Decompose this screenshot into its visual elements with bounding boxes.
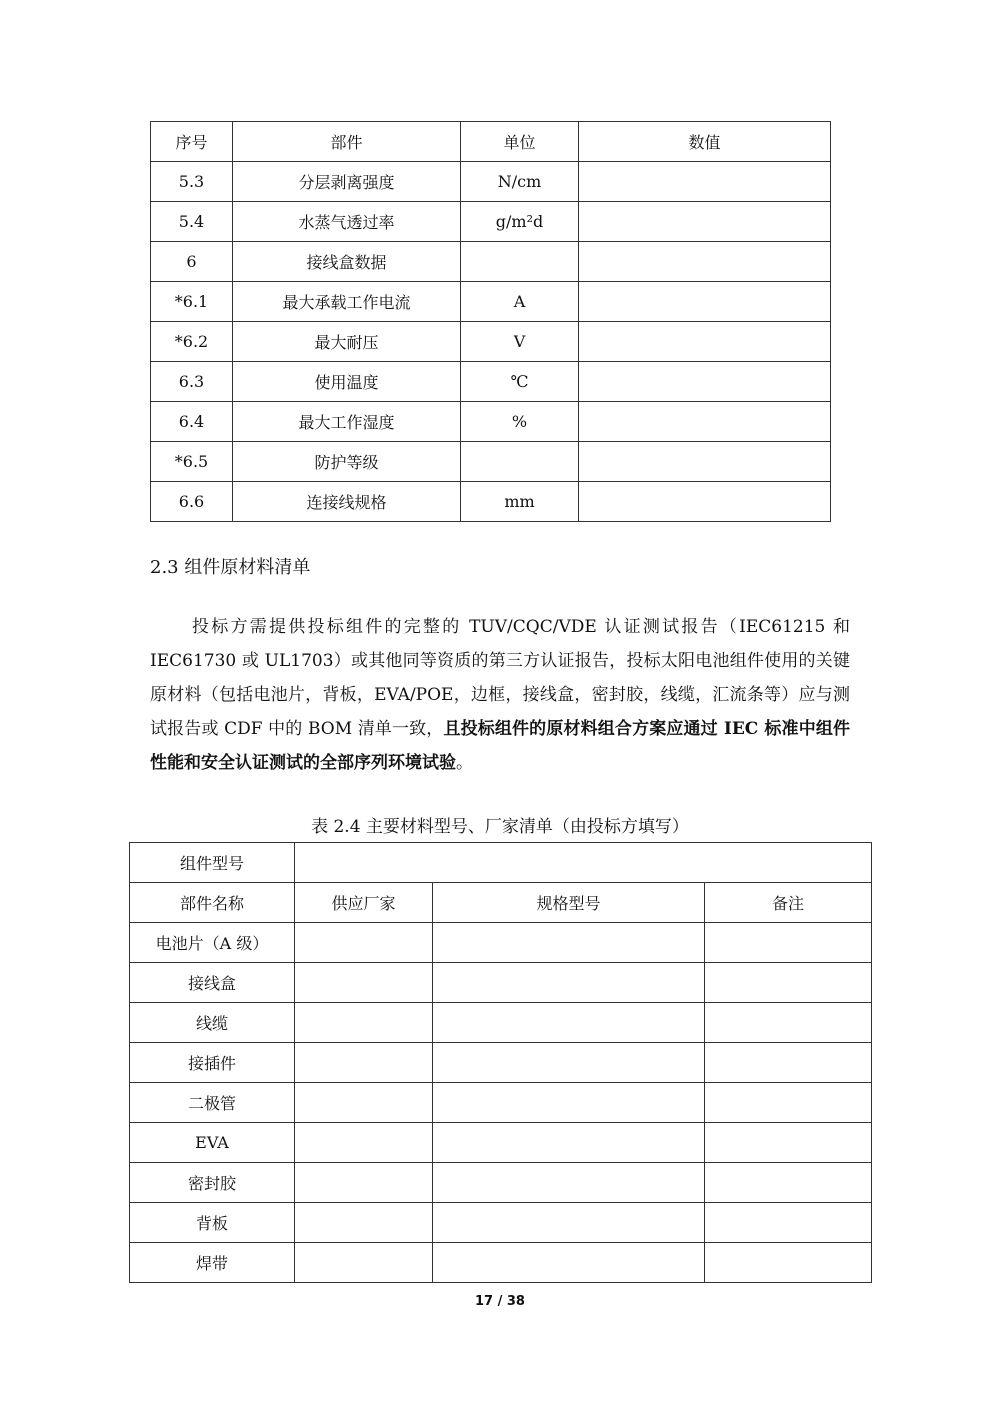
value-cell[interactable] xyxy=(579,322,831,362)
page-number: 17 / 38 xyxy=(475,1294,525,1309)
model-label-cell: 组件型号 xyxy=(130,843,295,883)
value-cell[interactable]: A xyxy=(461,282,579,322)
value-cell[interactable] xyxy=(433,1083,705,1123)
spec-row xyxy=(151,402,831,442)
material-header-cell: 规格型号 xyxy=(433,883,705,923)
spec-row xyxy=(151,442,831,482)
material-row xyxy=(130,1163,872,1203)
spec-table xyxy=(150,121,831,522)
value-cell[interactable] xyxy=(705,1163,872,1203)
spec-header-cell: 部件 xyxy=(233,122,461,162)
spec-row xyxy=(151,242,831,282)
paragraph-text: 投标方需提供投标组件的完整的 TUV/CQC/VDE 认证测试报告（IEC61215 和 IEC61730 或 UL1703）或其他同等资质的第三方认证报告，投标太阳电池组件使用的关键原材料（包括电池片，背板，EVA/POE，边框，接线盒，密封胶，线缆，汇流条等）应与测试报告或 CDF 中的 BOM 清单一致， xyxy=(150,617,850,739)
material-header-cell: 部件名称 xyxy=(130,883,295,923)
row-label-cell: 焊带 xyxy=(130,1243,295,1283)
paragraph-bold-text: 且投标组件的原材料组合方案应通过 IEC 标准中组件性能和安全认证测试的全部序列环境试验 xyxy=(150,719,850,773)
value-cell[interactable] xyxy=(295,1083,433,1123)
row-label-cell: EVA xyxy=(130,1123,295,1163)
spec-row xyxy=(151,282,831,322)
material-row xyxy=(130,1123,872,1163)
model-value-cell[interactable] xyxy=(295,843,872,883)
material-row xyxy=(130,963,872,1003)
value-cell[interactable] xyxy=(295,1003,433,1043)
value-cell[interactable]: 最大承载工作电流 xyxy=(233,282,461,322)
value-cell[interactable] xyxy=(461,242,579,282)
row-label-cell: 6.3 xyxy=(151,362,233,402)
spec-header-row xyxy=(151,122,831,162)
row-label-cell: 接插件 xyxy=(130,1043,295,1083)
value-cell[interactable]: ℃ xyxy=(461,362,579,402)
value-cell[interactable]: % xyxy=(461,402,579,442)
row-label-cell: 背板 xyxy=(130,1203,295,1243)
value-cell[interactable] xyxy=(579,242,831,282)
row-label-cell: 电池片（A 级） xyxy=(130,923,295,963)
row-label-cell: *6.5 xyxy=(151,442,233,482)
value-cell[interactable]: V xyxy=(461,322,579,362)
row-label-cell: 5.3 xyxy=(151,162,233,202)
value-cell[interactable] xyxy=(705,963,872,1003)
value-cell[interactable] xyxy=(433,1203,705,1243)
value-cell[interactable] xyxy=(295,1243,433,1283)
spec-row xyxy=(151,162,831,202)
row-label-cell: 6.6 xyxy=(151,482,233,522)
material-row xyxy=(130,1083,872,1123)
value-cell[interactable] xyxy=(705,1043,872,1083)
material-row xyxy=(130,1003,872,1043)
row-label-cell: 6 xyxy=(151,242,233,282)
value-cell[interactable] xyxy=(433,1123,705,1163)
value-cell[interactable]: 连接线规格 xyxy=(233,482,461,522)
value-cell[interactable] xyxy=(705,1083,872,1123)
row-label-cell: 接线盒 xyxy=(130,963,295,1003)
value-cell[interactable]: N/cm xyxy=(461,162,579,202)
row-label-cell: 二极管 xyxy=(130,1083,295,1123)
section-paragraph xyxy=(150,610,850,780)
material-header-cell: 供应厂家 xyxy=(295,883,433,923)
value-cell[interactable] xyxy=(705,1123,872,1163)
value-cell[interactable] xyxy=(579,442,831,482)
row-label-cell: 密封胶 xyxy=(130,1163,295,1203)
value-cell[interactable]: 最大耐压 xyxy=(233,322,461,362)
value-cell[interactable]: 防护等级 xyxy=(233,442,461,482)
value-cell[interactable]: 水蒸气透过率 xyxy=(233,202,461,242)
row-label-cell: 6.4 xyxy=(151,402,233,442)
value-cell[interactable] xyxy=(579,482,831,522)
value-cell[interactable] xyxy=(433,963,705,1003)
material-row xyxy=(130,1043,872,1083)
value-cell[interactable] xyxy=(705,1203,872,1243)
spec-header-cell: 数值 xyxy=(579,122,831,162)
material-row xyxy=(130,1243,872,1283)
table-caption: 表 2.4 主要材料型号、厂家清单（由投标方填写） xyxy=(311,817,689,837)
material-row xyxy=(130,923,872,963)
value-cell[interactable] xyxy=(433,1163,705,1203)
row-label-cell: 5.4 xyxy=(151,202,233,242)
spec-header-cell: 单位 xyxy=(461,122,579,162)
value-cell[interactable] xyxy=(579,362,831,402)
row-label-cell: 线缆 xyxy=(130,1003,295,1043)
value-cell[interactable] xyxy=(433,1243,705,1283)
section-heading: 2.3 组件原材料清单 xyxy=(150,557,311,578)
model-row xyxy=(130,843,872,883)
value-cell[interactable] xyxy=(295,963,433,1003)
material-row xyxy=(130,1203,872,1243)
value-cell[interactable] xyxy=(705,1003,872,1043)
spec-row xyxy=(151,482,831,522)
value-cell[interactable]: 接线盒数据 xyxy=(233,242,461,282)
value-cell[interactable]: g/m²d xyxy=(461,202,579,242)
row-label-cell: *6.1 xyxy=(151,282,233,322)
material-header-row xyxy=(130,883,872,923)
value-cell[interactable] xyxy=(295,923,433,963)
value-cell[interactable] xyxy=(461,442,579,482)
value-cell[interactable] xyxy=(579,282,831,322)
spec-row xyxy=(151,202,831,242)
value-cell[interactable]: 使用温度 xyxy=(233,362,461,402)
paragraph-end: 。 xyxy=(456,753,473,773)
value-cell[interactable]: 最大工作湿度 xyxy=(233,402,461,442)
value-cell[interactable] xyxy=(579,402,831,442)
value-cell[interactable] xyxy=(579,202,831,242)
value-cell[interactable] xyxy=(295,1163,433,1203)
value-cell[interactable]: 分层剥离强度 xyxy=(233,162,461,202)
value-cell[interactable] xyxy=(433,1003,705,1043)
value-cell[interactable] xyxy=(433,1043,705,1083)
value-cell[interactable] xyxy=(295,1123,433,1163)
material-table xyxy=(129,842,872,1283)
value-cell[interactable] xyxy=(433,923,705,963)
value-cell[interactable] xyxy=(295,1043,433,1083)
material-header-cell: 备注 xyxy=(705,883,872,923)
value-cell[interactable] xyxy=(579,162,831,202)
spec-header-cell: 序号 xyxy=(151,122,233,162)
value-cell[interactable]: mm xyxy=(461,482,579,522)
value-cell[interactable] xyxy=(295,1203,433,1243)
value-cell[interactable] xyxy=(705,1243,872,1283)
spec-row xyxy=(151,322,831,362)
row-label-cell: *6.2 xyxy=(151,322,233,362)
value-cell[interactable] xyxy=(705,923,872,963)
spec-row xyxy=(151,362,831,402)
